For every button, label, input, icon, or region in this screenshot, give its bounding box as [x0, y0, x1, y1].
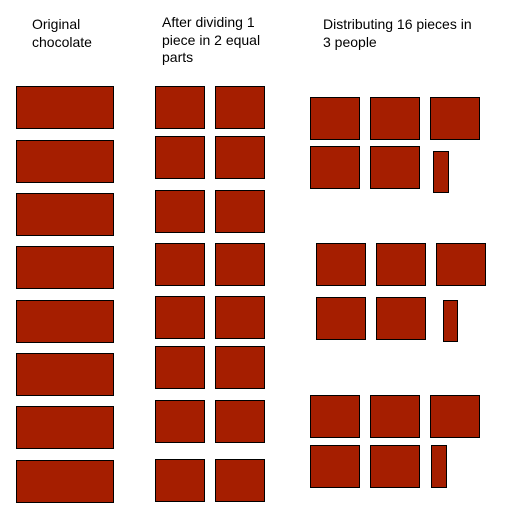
person-3-half-3 — [430, 395, 480, 438]
half-piece-11 — [155, 346, 205, 389]
original-piece-7 — [16, 406, 114, 449]
person-3-remainder-sliver — [431, 445, 447, 488]
person-1-half-2 — [370, 97, 420, 140]
half-piece-8 — [215, 243, 265, 286]
original-piece-2 — [16, 140, 114, 183]
person-2-half-2 — [376, 243, 426, 286]
original-piece-3 — [16, 193, 114, 236]
person-1-half-5 — [370, 146, 420, 189]
original-piece-4 — [16, 246, 114, 289]
half-piece-1 — [155, 86, 205, 129]
person-3-half-1 — [310, 395, 360, 438]
heading-after-dividing: After dividing 1 piece in 2 equal parts — [162, 14, 261, 65]
person-2-half-3 — [436, 243, 486, 286]
person-1-half-4 — [310, 146, 360, 189]
half-piece-2 — [215, 86, 265, 129]
half-piece-14 — [215, 400, 265, 443]
half-piece-15 — [155, 459, 205, 502]
person-2-half-1 — [316, 243, 366, 286]
person-1-remainder-sliver — [433, 151, 449, 193]
half-piece-12 — [215, 346, 265, 389]
person-3-half-2 — [370, 395, 420, 438]
half-piece-10 — [215, 296, 265, 339]
half-piece-6 — [215, 190, 265, 233]
half-piece-7 — [155, 243, 205, 286]
person-2-half-4 — [316, 297, 366, 340]
person-1-half-3 — [430, 97, 480, 140]
half-piece-3 — [155, 136, 205, 179]
half-piece-16 — [215, 459, 265, 502]
heading-distributing: Distributing 16 pieces in 3 people — [323, 16, 472, 50]
half-piece-13 — [155, 400, 205, 443]
half-piece-4 — [215, 136, 265, 179]
original-piece-8 — [16, 460, 114, 503]
half-piece-5 — [155, 190, 205, 233]
person-1-half-1 — [310, 97, 360, 140]
person-2-remainder-sliver — [443, 300, 458, 342]
half-piece-9 — [155, 296, 205, 339]
person-3-half-4 — [310, 445, 360, 488]
original-piece-1 — [16, 86, 114, 129]
person-3-half-5 — [370, 445, 420, 488]
heading-original-chocolate: Original chocolate — [32, 16, 92, 50]
original-piece-5 — [16, 300, 114, 343]
original-piece-6 — [16, 353, 114, 396]
person-2-half-5 — [376, 297, 426, 340]
